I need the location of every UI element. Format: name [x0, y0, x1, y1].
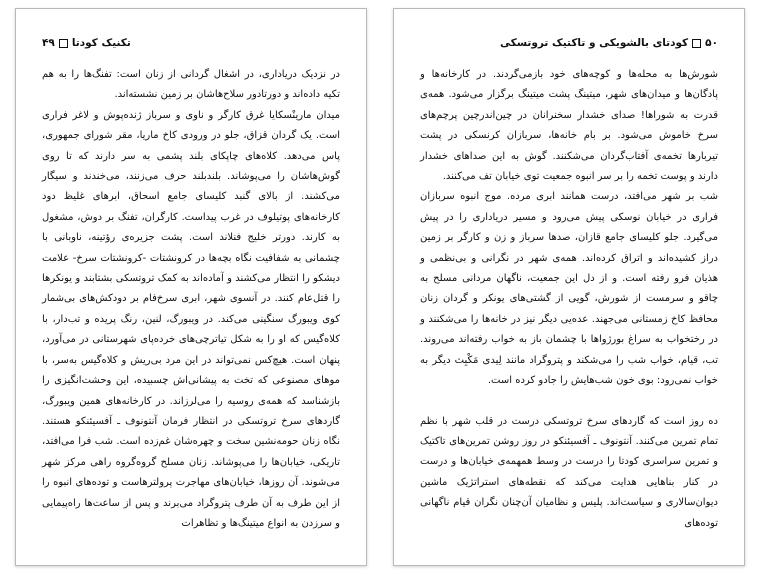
- left-paragraph: در نزدیک دریاداری، در اشغال گردانی از زنان است: تفنگ‌ها را به هم تکیه داده‌اند و دورتادور سلاح‌هاشان بر زمین نشسته‌اند.: [42, 69, 340, 101]
- page-number-box-icon: [59, 39, 68, 48]
- left-page-number: ۴۹: [42, 37, 55, 49]
- right-book-page: [393, 8, 745, 566]
- page-number-box-icon: [692, 39, 701, 48]
- right-header-title: کودتای بالشویکی و تاکتیک تروتسکی: [499, 37, 689, 49]
- right-running-head: [420, 37, 718, 55]
- left-book-page: [15, 8, 367, 566]
- right-body-text: [420, 65, 718, 534]
- right-paragraph: شورش‌ها به محله‌ها و کوچه‌های خود بازمی‌گردند. در کارخانه‌ها و پادگان‌ها و میدان‌های شهر، میتینگ پشت میتینگ برگزار می‌شود. همه‌ی قدرت به شوراها! صدای خشدار سخنرانان در چین‌اندرچین پرچم‌های سرخ خاموش می‌شود. بر بام خانه‌ها، سربازان کرنسکی در پشت تیربارها تخمه‌ی آفتاب‌گردان می‌شکنند. گوش به این صداهای خشدار دارند و پوست تخمه را بر سر انبوه جمعیت توی خیابان تف می‌کنند.: [420, 69, 718, 183]
- right-paragraph: شب بر شهر می‌افتد، درست همانند ابری مرده. موج انبوه سربازان فراری در خیابان نوسکی پیش می‌رود و مسیر دریاداری را در پیش می‌گیرد. جلو کلیسای جامع قازان، صدها سرباز و زن و کارگر بر زمین دراز کشیده‌اند و اتراق کرده‌اند. همه‌ی شهر در نگرانی و بی‌نظمی و هذیان فرو رفته است. و از دل این جمعیت، ناگهان مردانی مسلح به چاقو و سرمست از شورش، گویی از گشتی‌های یونکر و گردان زنان محافظ کاخ زمستانی می‌جهند. عده‌یی دیگر نیز در خانه‌ها را می‌شکنند و در رختخواب به سراغ بورژواها با چشمان باز به خواب رفته‌اند می‌روند. تب، قیام، خواب شب را می‌شکند و پتروگراد مانند لِیدی مَکْبِث دیگر به خواب نمی‌رود: بوی خون شب‌هایش را جادو کرده است.: [420, 191, 718, 387]
- right-paragraph: ده روز است که گاردهای سرخ تروتسکی درست در قلب شهر با نظم تمام تمرین می‌کنند. آنتونوف ـ آفسیئنکو در روز روشن تمرین‌های تاکتیک و تمرین سراسری کودتا را درست در وسط همهمه‌ی خیابان‌ها و درست در کنار بناهایی هدایت می‌کند که نقطه‌های استراتژیک ماشین دیوان‌سالاری و سیاست‌اند. پلیس و نظامیان آن‌چنان نگران قیام ناگهانی توده‌های: [420, 415, 718, 529]
- left-running-head: [42, 37, 340, 55]
- left-paragraph: میدان مارینْسکایا غرق کارگر و ناوی و سرباز ژنده‌پوش و لاغر فراری است. یک گردان قزاق، جلو در ورودی کاخ ماریا، مقر شورای جمهوری، پاس می‌دهد. کلاه‌های چاپکای بلند پشمی به سر دارند که تا روی گوش‌هاشان را می‌پوشاند. بلندبلند حرف می‌زنند، می‌خندند و سیگار می‌کشند. از بالای گنبد کلیسای جامع اسحاق، ابرهای غلیظ دود کارخانه‌های پوتیلوف در غرب پیداست. کارگران، تفنگ بر دوش، مشغول به کارند. دورتر خلیج فنلاند است. پشت جزیره‌ی رؤتینه، ناوبانی با چشمانی به شفافیت نگاه بچه‌ها در کرونشتات -کرونشتات سرخ- علامت دیشکو را انتظار می‌کشند و آماده‌اند به کمک تروتسکی بشتابند و یونکرها را قتل‌عام کنند. در آنسوی شهر، ابری سرخ‌فام بر دودکش‌های بی‌شمار کوی ویبورگ سنگینی می‌کند. در ویبورگ، لنین، رنگ پریده و تب‌دار، با کلاه‌گیس که او را به شکل تیاترچی‌های خرده‌پای شهرستانی در می‌آورد، پنهان است. هیچ‌کس نمی‌تواند در این مرد بی‌ریش و کلاه‌گیس به‌سر، با موهای مصنوعی که تخت به پیشانی‌اش چسبیده، این وحشت‌انگیزی را بازشناسد که همه‌ی روسیه را می‌لرزاند. در کارخانه‌های همین ویبورگ، گاردهای سرخ تروتسکی در انتظار فرمان آنتونوف ـ آفسیئنکو هستند. نگاه زنان حومه‌نشین سخت و چهره‌شان غم‌زده است. شب فرا می‌افتد، تاریکی، خیابان‌ها را می‌پوشاند. زنان مسلح گروه‌گروه راهی مرکز شهر می‌شوند. آن روزها، خیابان‌های مهاجرت پرولترهاست و توده‌های انبوه را از این طرف به آن طرف پتروگراد می‌برند و پس از ساعت‌ها راه‌پیمایی و سرزدن به انواع میتینگ‌ها و تظاهرات: [42, 109, 340, 529]
- right-page-number: ۵۰: [705, 37, 718, 49]
- left-header-title: تکنیک کودتا: [71, 37, 131, 49]
- left-body-text: [42, 65, 340, 534]
